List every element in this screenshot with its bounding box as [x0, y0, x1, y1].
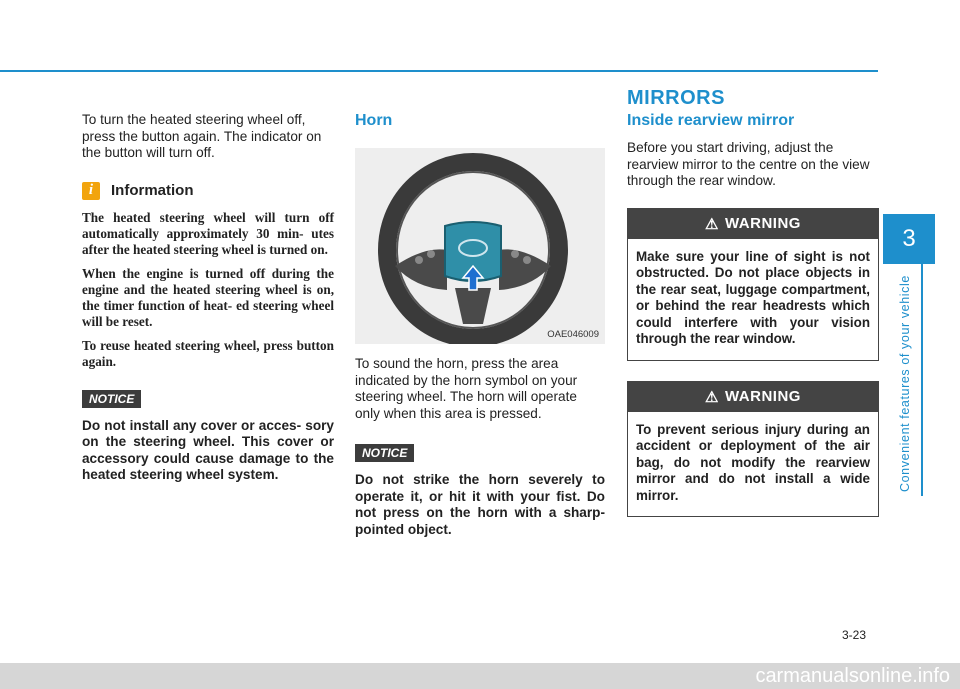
header-rule — [0, 70, 878, 72]
warning-text: Make sure your line of sight is not obstructed. Do not place objects in the rear seat, luggage compartment, or behind the rear headrests which could interfere with your vision through the rear window. — [636, 248, 870, 346]
warning-body — [628, 239, 878, 360]
warning-box — [627, 381, 879, 518]
watermark: carmanualsonline.info — [0, 663, 960, 689]
notice-text: Do not strike the horn severely to operate it, or hit it with your fist. Do not press on the horn with a sharp-pointed object. — [355, 472, 605, 537]
notice-text: Do not install any cover or acces- sory on the steering wheel. This cover or accessory could cause damage to the heated steering wheel system. — [82, 417, 334, 482]
horn-body: To sound the horn, press the area indicated by the horn symbol on your steering wheel. The horn will operate only when this area is pressed. — [355, 356, 578, 421]
information-header — [82, 182, 334, 200]
figure-code: OAE046009 — [547, 329, 599, 340]
chapter-title: Convenient features of your vehicle — [898, 275, 912, 492]
warning-body — [628, 412, 878, 517]
intro-text: To turn the heated steering wheel off, press the button again. The indicator on the button will turn off. — [82, 112, 322, 160]
notice-badge: NOTICE — [355, 444, 414, 462]
warning-icon: ⚠ — [705, 388, 719, 406]
chapter-number: 3 — [902, 225, 916, 252]
warning-box — [627, 208, 879, 361]
notice-badge: NOTICE — [82, 390, 141, 408]
steering-wheel-figure — [355, 148, 605, 344]
section-title: MIRRORS — [627, 87, 725, 109]
column-3 — [627, 112, 877, 517]
mirror-body: Before you start driving, adjust the rearview mirror to the centre on the view through the rear window. — [627, 140, 870, 188]
horn-heading: Horn — [355, 112, 393, 129]
information-title: Information — [111, 182, 194, 199]
steering-wheel-illustration — [355, 148, 605, 344]
warning-label: WARNING — [724, 388, 801, 405]
column-1 — [82, 112, 334, 484]
page-number: 3-23 — [842, 628, 867, 642]
sidebar-rule — [921, 264, 923, 496]
warning-label: WARNING — [724, 215, 801, 232]
info-paragraph-3: To reuse heated steering wheel, press button again. — [82, 337, 334, 369]
info-paragraph-1: The heated steering wheel will turn off automatically approximately 30 min- utes after the heated steering wheel is turned on. — [82, 209, 334, 257]
mirror-heading: Inside rearview mirror — [627, 112, 795, 129]
warning-icon: ⚠ — [705, 215, 719, 233]
column-2 — [355, 112, 605, 538]
warning-text: To prevent serious injury during an accident or deployment of the air bag, do not modify the rearview mirror and do not install a wide mirror. — [636, 421, 870, 503]
warning-header — [628, 382, 878, 412]
info-paragraph-2: When the engine is turned off during the engine and the heated steering wheel is on, the timer function of heat- ed steering wheel will be reset. — [82, 265, 334, 329]
information-icon: i — [82, 182, 100, 200]
warning-header — [628, 209, 878, 239]
